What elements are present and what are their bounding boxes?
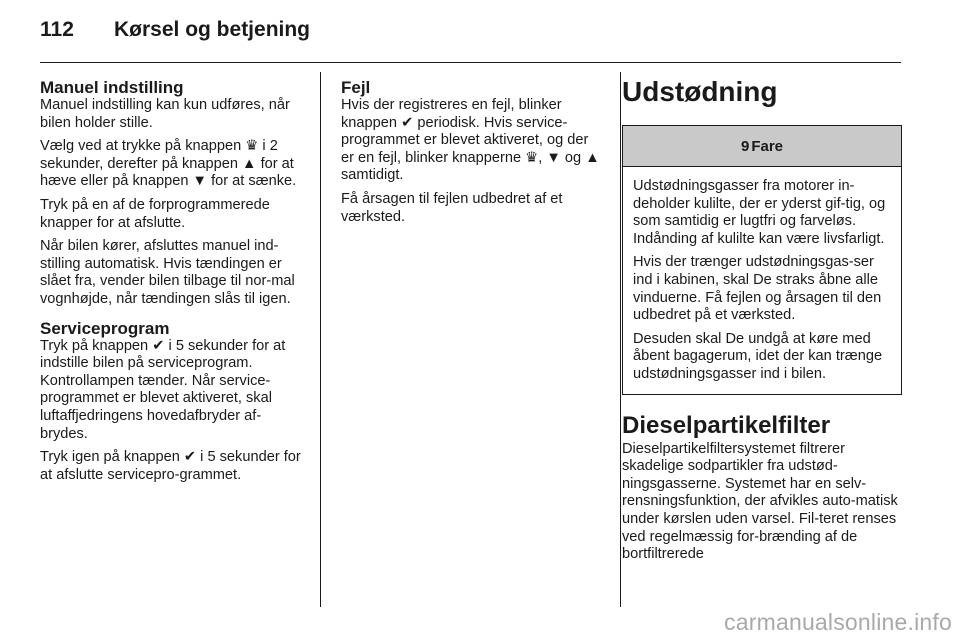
warning-body [623, 167, 901, 394]
page-number: 112 [40, 18, 74, 41]
manual-paragraph-2 [40, 138, 304, 191]
warning-label: Fare [751, 137, 784, 155]
danger-warning-box [622, 125, 902, 395]
header-rule [40, 62, 901, 63]
warning-paragraph-2: Hvis der trænger udstødningsgas-ser ind i kabinen, skal De straks åbne alle vinduerne. Få fejlen og årsagen til den udbedret på et værksted. [633, 254, 882, 324]
wrench-icon: ✔ [401, 114, 414, 131]
service-heading: Serviceprogram [40, 318, 170, 338]
column-right [622, 72, 902, 570]
manual-heading: Manuel indstilling [40, 78, 184, 97]
column-divider-2 [620, 72, 621, 607]
service-paragraph-2 [40, 449, 304, 484]
fault-paragraph-1: Hvis der registreres en fejl, blinker knappen ✔ periodisk. Hvis service-programmet er blevet aktiveret, og der er en fejl, blinker knapperne ♛, ▼ og ▲ samtidigt. [341, 97, 600, 184]
manual-p2-d: for at sænke. [211, 173, 297, 190]
manual-p2-c: for at hæve eller på knappen [40, 155, 294, 190]
manual-paragraph-1: Manuel indstilling kan kun udføres, når bilen holder stille. [40, 97, 290, 131]
warning-paragraph-3: Desuden skal De undgå at køre med åbent bagagerum, idet der kan trænge udstødningsgasser ind i bilen. [633, 330, 883, 382]
fault-p1-d: samtidigt. [341, 167, 404, 184]
warning-paragraph-1: Udstødningsgasser fra motorer in-deholder kulilte, der er yderst gif-tig, og som samtidig er lugtfri og farveløs. Indånding af kulilte kan være livsfarligt. [633, 178, 886, 247]
wrench-icon: ✔ [152, 337, 165, 354]
watermark: carmanualsonline.info [724, 609, 952, 635]
manual-mode-icon: ♛ [525, 149, 539, 166]
service-p1-a: Tryk på knappen [40, 337, 149, 354]
fault-heading: Fejl [341, 78, 371, 97]
service-p2-b: i 5 sekunder for at afslutte servicepro-grammet. [40, 449, 301, 483]
manual-mode-icon: ♛ [245, 138, 259, 155]
service-p2-a: Tryk igen på knappen [40, 449, 180, 466]
service-paragraph-1 [40, 338, 304, 444]
column-left [40, 72, 304, 490]
column-middle [341, 72, 601, 232]
wrench-icon: ✔ [183, 449, 197, 466]
manual-p2-a: Vælg ved at trykke på knappen [40, 138, 242, 155]
fault-p1-c: og [564, 149, 582, 166]
arrow-down-icon: ▼ [546, 149, 561, 166]
warning-triangle-icon: 9 [740, 137, 750, 155]
manual-paragraph-3: Tryk på en af de forprogrammerede knapper for at afslutte. [40, 196, 270, 231]
fault-p1-b: periodisk. Hvis service-programmet er blevet aktiveret, og der er en fejl, blinker knapperne [341, 114, 589, 166]
warning-header [623, 126, 901, 167]
fault-p1-a: Hvis der registreres en fejl, blinker knappen [341, 97, 562, 131]
manual-paragraph-4: Når bilen kører, afsluttes manuel ind-stilling automatisk. Hvis tændingen er slået fra, vender bilen tilbage til nor-mal vognhøjde, når tændingen slås til igen. [40, 238, 295, 307]
page-title: Kørsel og betjening [114, 18, 311, 41]
dpf-paragraph-1: Dieselpartikelfiltersystemet filtrerer skadelige sodpartikler fra udstød-ningsgasserne. Systemet har en selv-rensningsfunktion, der afvikles auto-matisk under kørslen uden varsel. Fil-teret renses ved regelmæssig for-brænding af de bortfiltrerede [622, 440, 898, 563]
exhaust-heading: Udstødning [622, 76, 778, 107]
fault-paragraph-2: Få årsagen til fejlen udbedret af et værksted. [341, 190, 563, 225]
arrow-down-icon: ▼ [192, 173, 207, 190]
dpf-heading: Dieselpartikelfilter [622, 411, 831, 439]
arrow-up-icon: ▲ [585, 149, 600, 166]
manual-p2-b: i 2 sekunder, derefter på knappen [40, 138, 278, 172]
column-divider-1 [320, 72, 321, 607]
arrow-up-icon: ▲ [242, 155, 257, 172]
page-header [40, 18, 310, 42]
service-p1-b: i 5 sekunder for at indstille bilen på serviceprogram. Kontrollampen tænder. Når service-programmet er blevet aktiveret, skal luftaffjedringens hovedafbryder af-brydes. [40, 337, 286, 442]
